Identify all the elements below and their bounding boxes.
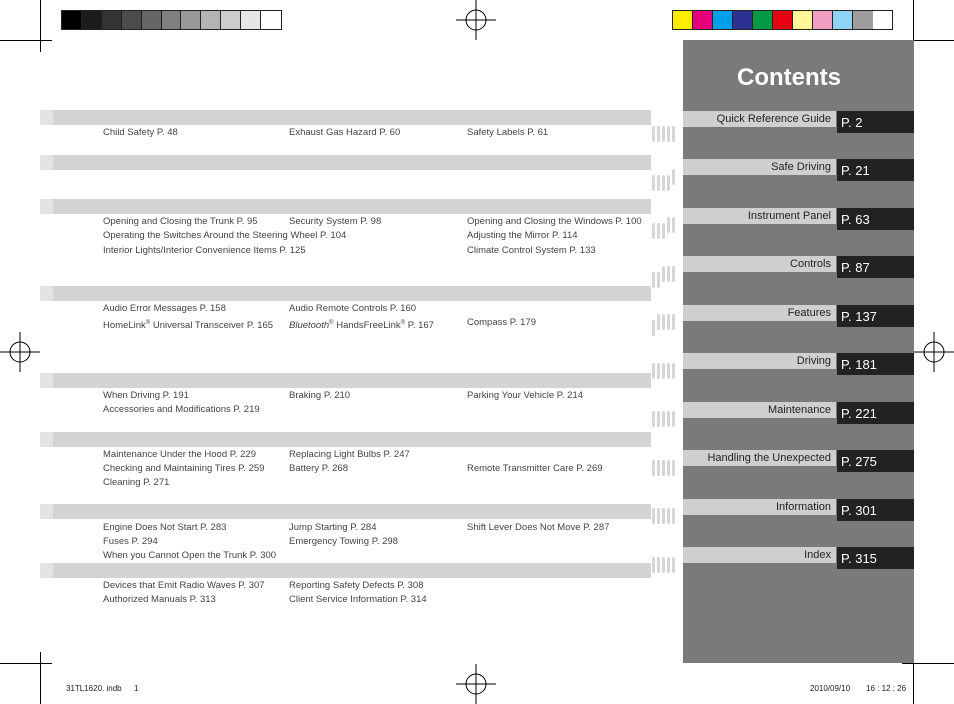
nav-item-label: Quick Reference Guide: [683, 111, 836, 127]
section-band: [40, 563, 651, 578]
thumb-tab: [672, 314, 675, 330]
color-swatch: [201, 11, 221, 29]
entry-text: HandsFreeLink: [333, 320, 401, 332]
thumb-tab: [657, 508, 660, 524]
chapter-nav-panel: [683, 40, 914, 663]
nav-item-label: Controls: [683, 256, 836, 272]
thumb-tab: [662, 314, 665, 330]
nav-item-page: P. 21: [837, 159, 914, 181]
nav-item-controls[interactable]: [683, 256, 914, 278]
thumb-tab-group: [652, 213, 680, 243]
thumb-tab: [657, 272, 660, 288]
contents-link[interactable]: Interior Lights/Interior Convenience Items P. 125: [103, 245, 306, 256]
nav-item-driving[interactable]: [683, 353, 914, 375]
registered-mark: ®: [400, 320, 406, 326]
section-band: [40, 432, 651, 447]
entry-text: P. 167: [405, 320, 434, 332]
thumb-tab: [662, 411, 665, 427]
thumb-tab: [667, 175, 670, 191]
thumb-tab: [672, 508, 675, 524]
thumb-tab: [657, 460, 660, 476]
nav-item-label: Maintenance: [683, 402, 836, 418]
nav-item-label: Instrument Panel: [683, 208, 836, 224]
thumb-tab: [657, 411, 660, 427]
contents-link[interactable]: Operating the Switches Around the Steering Wheel P. 104: [103, 230, 347, 241]
thumb-tab: [657, 314, 660, 330]
thumb-tab-group: [652, 165, 680, 195]
contents-link[interactable]: Engine Does Not Start P. 283: [103, 522, 227, 533]
nav-item-page: P. 275: [837, 450, 914, 472]
registered-mark: ®: [145, 320, 151, 326]
thumb-tab: [672, 126, 675, 142]
contents-link[interactable]: Devices that Emit Radio Waves P. 307: [103, 580, 265, 591]
contents-link[interactable]: Braking P. 210: [289, 390, 351, 401]
thumb-tab: [652, 223, 655, 239]
thumb-tab: [652, 320, 655, 336]
thumb-tab: [667, 363, 670, 379]
registered-mark: ®: [329, 320, 334, 326]
color-swatch: [261, 11, 281, 29]
registration-mark-icon: [456, 0, 496, 40]
nav-item-page: P. 221: [837, 402, 914, 424]
thumb-tab-group: [652, 262, 680, 292]
nav-item-handling-the-unexpected[interactable]: [683, 450, 914, 472]
thumb-tab: [672, 217, 675, 233]
contents-link[interactable]: Audio Remote Controls P. 160: [289, 303, 417, 314]
section-band: [40, 155, 651, 170]
color-swatch: [241, 11, 261, 29]
thumb-tab: [667, 411, 670, 427]
contents-link[interactable]: Emergency Towing P. 298: [289, 536, 398, 547]
thumb-tab: [667, 460, 670, 476]
crop-mark: [40, 652, 41, 704]
contents-link[interactable]: Child Safety P. 48: [103, 127, 178, 138]
nav-item-label: Features: [683, 305, 836, 321]
nav-item-quick-reference-guide[interactable]: [683, 111, 914, 133]
thumb-tab: [652, 363, 655, 379]
nav-item-page: P. 301: [837, 499, 914, 521]
color-swatch: [62, 11, 82, 29]
thumb-tab-group: [652, 310, 680, 340]
thumb-tab-group: [652, 553, 680, 583]
thumb-tab: [667, 508, 670, 524]
nav-item-features[interactable]: [683, 305, 914, 327]
section-band: [40, 504, 651, 519]
color-swatch: [102, 11, 122, 29]
contents-link[interactable]: Cleaning P. 271: [103, 477, 170, 488]
nav-item-page: P. 2: [837, 111, 914, 133]
contents-link[interactable]: Safety Labels P. 61: [467, 127, 549, 138]
section-band: [40, 110, 651, 125]
entry-text: Universal Transceiver P. 165: [150, 320, 274, 332]
thumb-tab: [652, 126, 655, 142]
thumb-tab: [672, 557, 675, 573]
thumb-tab: [657, 557, 660, 573]
nav-item-maintenance[interactable]: [683, 402, 914, 424]
section-band: [40, 286, 651, 301]
nav-item-label: Information: [683, 499, 836, 515]
color-swatch: [713, 11, 733, 29]
contents-link[interactable]: Shift Lever Does Not Move P. 287: [467, 522, 610, 533]
thumb-tab: [652, 508, 655, 524]
contents-link[interactable]: Reporting Safety Defects P. 308: [289, 580, 424, 591]
contents-link[interactable]: [103, 317, 273, 332]
contents-link[interactable]: Checking and Maintaining Tires P. 259: [103, 463, 265, 474]
thumb-tab: [652, 175, 655, 191]
contents-link[interactable]: Opening and Closing the Trunk P. 95: [103, 216, 258, 227]
contents-link[interactable]: When you Cannot Open the Trunk P. 300: [103, 550, 277, 561]
thumb-tab-group: [652, 116, 680, 146]
color-swatch: [221, 11, 241, 29]
thumb-tab: [662, 460, 665, 476]
color-swatch: [673, 11, 693, 29]
nav-item-instrument-panel[interactable]: [683, 208, 914, 230]
contents-link[interactable]: Opening and Closing the Windows P. 100: [467, 216, 642, 227]
page-title: Contents: [737, 64, 841, 91]
thumb-tab: [667, 557, 670, 573]
grayscale-color-bar: [61, 10, 282, 30]
thumb-tab: [657, 223, 660, 239]
registration-mark-icon: [914, 332, 954, 372]
thumb-tab-group: [652, 456, 680, 486]
thumb-tab: [662, 175, 665, 191]
nav-item-label: Handling the Unexpected: [683, 450, 836, 466]
nav-item-information[interactable]: [683, 499, 914, 521]
crop-mark: [902, 663, 954, 664]
nav-item-label: Safe Driving: [683, 159, 836, 175]
crop-mark: [40, 0, 41, 52]
color-swatch: [142, 11, 162, 29]
contents-link[interactable]: Audio Error Messages P. 158: [103, 303, 226, 314]
thumb-tab-group: [652, 504, 680, 534]
contents-link[interactable]: Climate Control System P. 133: [467, 245, 596, 256]
contents-link[interactable]: Compass P. 179: [467, 317, 537, 328]
print-slug-date: 2010/09/10: [810, 684, 851, 693]
contents-link[interactable]: Replacing Light Bulbs P. 247: [289, 449, 410, 460]
contents-link[interactable]: Parking Your Vehicle P. 214: [467, 390, 584, 401]
contents-link[interactable]: Accessories and Modifications P. 219: [103, 404, 260, 415]
contents-link[interactable]: Client Service Information P. 314: [289, 594, 427, 605]
contents-link[interactable]: Security System P. 98: [289, 216, 382, 227]
color-swatch: [693, 11, 713, 29]
color-swatch: [833, 11, 853, 29]
contents-link[interactable]: Remote Transmitter Care P. 269: [467, 463, 603, 474]
thumb-tab-group: [652, 407, 680, 437]
contents-link[interactable]: Exhaust Gas Hazard P. 60: [289, 127, 401, 138]
color-swatch: [82, 11, 102, 29]
nav-item-page: P. 315: [837, 547, 914, 569]
contents-link[interactable]: When Driving P. 191: [103, 390, 189, 401]
contents-link[interactable]: Fuses P. 294: [103, 536, 158, 547]
color-swatch: [853, 11, 873, 29]
print-slug-time: 16 : 12 : 26: [866, 684, 907, 693]
thumb-tab: [652, 411, 655, 427]
thumb-tab: [672, 363, 675, 379]
thumb-tab: [657, 126, 660, 142]
thumb-tab: [657, 363, 660, 379]
nav-item-label: Driving: [683, 353, 836, 369]
thumb-tab: [652, 460, 655, 476]
entry-text: HomeLink: [103, 320, 146, 332]
entry-text-italic: Bluetooth: [289, 320, 330, 332]
thumb-tab: [652, 557, 655, 573]
contents-link[interactable]: Maintenance Under the Hood P. 229: [103, 449, 256, 460]
contents-link[interactable]: Jump Starting P. 284: [289, 522, 377, 533]
thumb-tab: [662, 126, 665, 142]
nav-item-label: Index: [683, 547, 836, 563]
nav-item-index[interactable]: [683, 547, 914, 569]
color-swatch: [162, 11, 182, 29]
thumb-tab: [672, 266, 675, 282]
thumb-tab: [667, 266, 670, 282]
thumb-tab: [667, 217, 670, 233]
thumb-tab: [662, 508, 665, 524]
nav-item-page: P. 137: [837, 305, 914, 327]
section-band: [40, 199, 651, 214]
registration-mark-icon: [456, 664, 496, 704]
thumb-tab: [662, 557, 665, 573]
registration-mark-icon: [0, 332, 40, 372]
thumb-tab: [657, 175, 660, 191]
nav-item-safe-driving[interactable]: [683, 159, 914, 181]
thumb-tab: [652, 272, 655, 288]
crop-mark: [0, 40, 52, 41]
thumb-tab: [672, 460, 675, 476]
contents-link[interactable]: Authorized Manuals P. 313: [103, 594, 216, 605]
thumb-tab: [662, 266, 665, 282]
contents-link[interactable]: Battery P. 268: [289, 463, 348, 474]
section-band: [40, 373, 651, 388]
color-swatch: [122, 11, 142, 29]
thumb-tab: [667, 126, 670, 142]
nav-item-page: P. 181: [837, 353, 914, 375]
thumb-tab: [667, 314, 670, 330]
color-swatch: [181, 11, 201, 29]
thumb-tab-group: [652, 359, 680, 389]
color-swatch: [753, 11, 773, 29]
color-swatch: [733, 11, 753, 29]
crop-mark: [0, 663, 52, 664]
thumb-tab: [672, 411, 675, 427]
contents-link[interactable]: Adjusting the Mirror P. 114: [467, 230, 578, 241]
print-slug-file: 31TL1620. indb: [66, 684, 122, 693]
contents-link[interactable]: [289, 317, 434, 332]
thumb-tab: [662, 223, 665, 239]
nav-item-page: P. 63: [837, 208, 914, 230]
thumb-tab: [672, 169, 675, 185]
color-swatch: [773, 11, 793, 29]
print-slug-page: 1: [134, 684, 139, 693]
color-swatch: [793, 11, 813, 29]
process-color-bar: [672, 10, 893, 30]
thumb-tab: [662, 363, 665, 379]
color-swatch: [813, 11, 833, 29]
nav-item-page: P. 87: [837, 256, 914, 278]
